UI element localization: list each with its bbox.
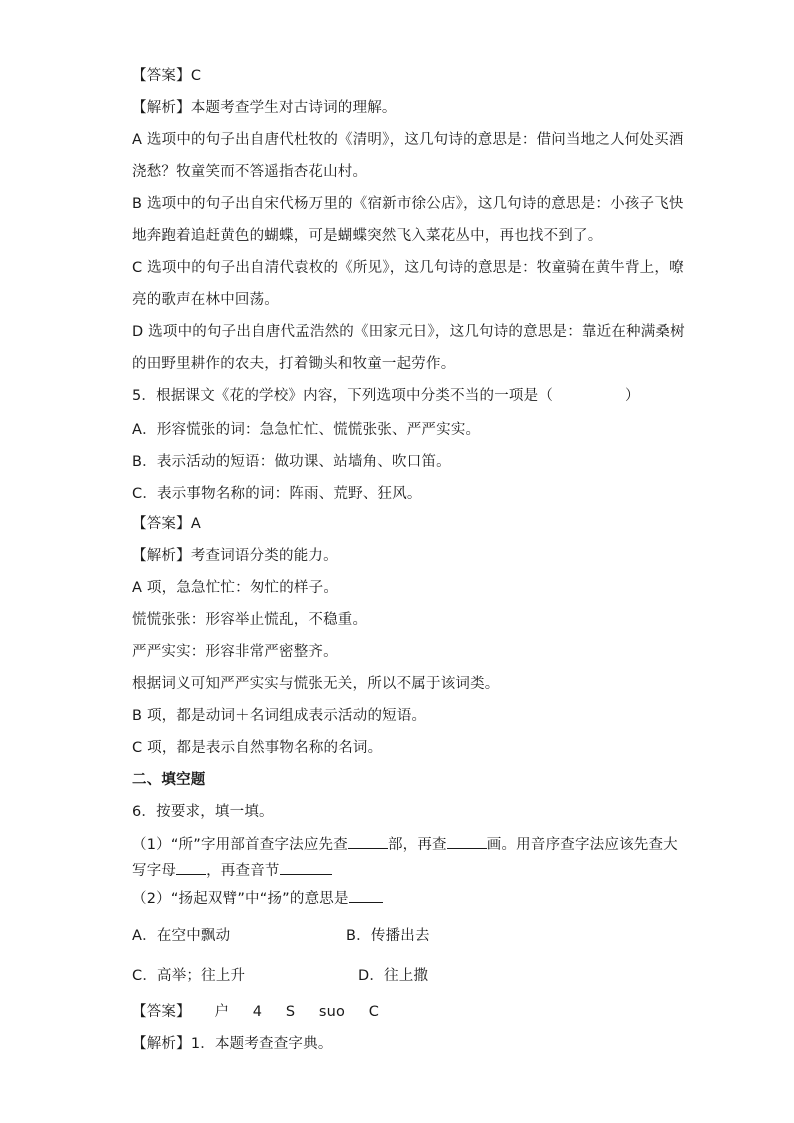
q6-option-d: D．往上撒: [358, 968, 429, 984]
section-heading: 二、填空题: [132, 772, 206, 788]
q5-analysis-line4: 根据词义可知严严实实与慌张无关，所以不属于该词类。: [132, 676, 500, 692]
q6-analysis-line: [132, 1034, 333, 1054]
q4-c-line1: C 选项中的句子出自清代袁枚的《所见》，这几句诗的意思是：牧童骑在黄牛背上，嘹: [132, 260, 684, 276]
q5-option-a: A．形容慌张的词：急急忙忙、慌慌张张、严严实实。: [132, 422, 481, 438]
q6-part2: （2）“扬起双臂”中“扬”的意思是: [132, 888, 383, 909]
q5-answer-line: [132, 514, 201, 534]
blank-capital-letter[interactable]: [176, 860, 206, 875]
blank-meaning[interactable]: [349, 888, 383, 903]
q6-option-c: C．高举；往上升: [132, 968, 246, 984]
q6-stem: 6．按要求，填一填。: [132, 804, 274, 820]
answer-value: suo: [318, 1004, 346, 1020]
q4-b-line1: B 选项中的句子出自宋代杨万里的《宿新市徐公店》，这几句诗的意思是：小孩子飞快: [132, 196, 684, 212]
q5-stem-close: ）: [625, 388, 640, 404]
q4-a-line2: 浇愁？牧童笑而不答遥指杏花山村。: [132, 164, 368, 180]
q4-analysis-line: [132, 98, 397, 118]
blank-radical[interactable]: [348, 834, 388, 849]
q5-option-b: B．表示活动的短语：做功课、站墙角、吹口笛。: [132, 454, 451, 470]
answer-value: C: [368, 1004, 380, 1020]
q6-answer-line: [132, 1002, 379, 1022]
analysis-label: 【解析】: [132, 548, 191, 564]
q5-analysis-line1: A 项，急急忙忙：匆忙的样子。: [132, 580, 339, 596]
blank-syllable[interactable]: [280, 860, 332, 875]
analysis-label: 【解析】: [132, 100, 191, 116]
answer-label: 【答案】: [132, 1004, 191, 1020]
q6-option-a: A．在空中飘动: [132, 928, 231, 944]
q4-d-line2: 的田野里耕作的农夫，打着锄头和牧童一起劳作。: [132, 356, 456, 372]
q6-part1-line2: 写字母 ，再查音节: [132, 860, 332, 881]
q6-option-b: B．传播出去: [346, 928, 430, 944]
q5-analysis-line3: 严严实实：形容非常严密整齐。: [132, 644, 338, 660]
q4-c-line2: 亮的歌声在林中回荡。: [132, 292, 279, 308]
q5-analysis-line2: 慌慌张张：形容举止慌乱，不稳重。: [132, 612, 368, 628]
blank-strokes[interactable]: [447, 834, 487, 849]
q6-part1-line1: （1）“所”字用部首查字法应先查 部，再查 画。用音序查字法应该先查大: [132, 834, 678, 855]
analysis-text: 1．本题考查查字典。: [190, 1036, 333, 1052]
q4-d-line1: D 选项中的句子出自唐代孟浩然的《田家元日》，这几句诗的意思是：靠近在种满桑树: [132, 324, 685, 340]
q5-analysis-line6: C 项，都是表示自然事物名称的名词。: [132, 740, 383, 756]
q4-a-line1: A 选项中的句子出自唐代杜牧的《清明》，这几句诗的意思是：借问当地之人何处买酒: [132, 132, 684, 148]
answer-label: 【答案】: [132, 516, 191, 532]
answer-value: 4: [252, 1004, 263, 1020]
q5-option-c: C．表示事物名称的词：阵雨、荒野、狂风。: [132, 486, 422, 502]
q5-analysis-line5: B 项，都是动词＋名词组成表示活动的短语。: [132, 708, 427, 724]
q6-options-row2: [132, 966, 429, 986]
analysis-text: 考查词语分类的能力。: [190, 548, 338, 564]
q5-analysis-line: [132, 546, 338, 566]
q5-stem: [132, 386, 640, 406]
analysis-text: 本题考查学生对古诗词的理解。: [190, 100, 397, 116]
answer-label: 【答案】: [132, 68, 191, 84]
answer-value: A: [190, 516, 201, 532]
answer-value: 户: [214, 1004, 230, 1020]
analysis-label: 【解析】: [132, 1036, 191, 1052]
q4-answer-line: [132, 66, 201, 86]
answer-value: C: [190, 68, 202, 84]
q6-options-row1: [132, 926, 430, 946]
q5-stem-text: 5．根据课文《花的学校》内容，下列选项中分类不当的一项是（: [132, 388, 554, 404]
answer-value: S: [285, 1004, 296, 1020]
q4-b-line2: 地奔跑着追赶黄色的蝴蝶，可是蝴蝶突然飞入菜花丛中，再也找不到了。: [132, 228, 603, 244]
